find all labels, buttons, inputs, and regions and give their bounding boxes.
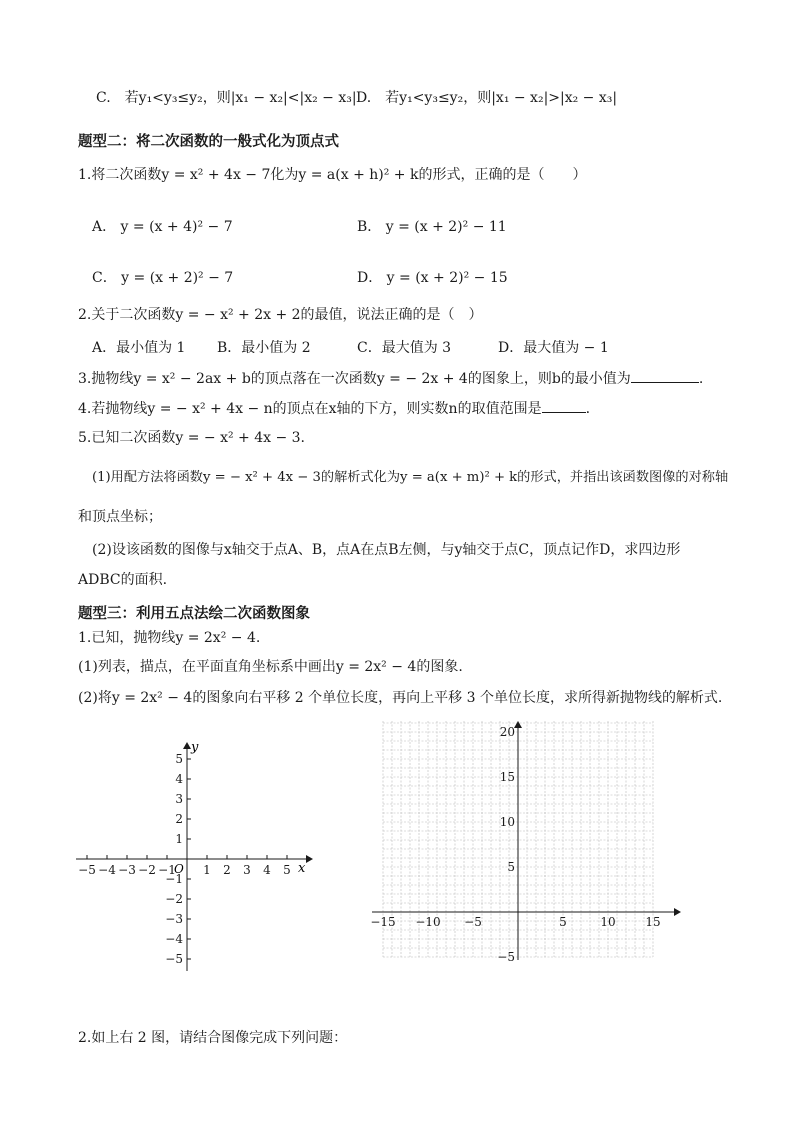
section3-heading: 题型三：利用五点法绘二次函数图象 xyxy=(78,606,310,622)
grid-coordinate-system xyxy=(368,720,688,970)
q4-end: . xyxy=(585,401,591,417)
x-tick-label: 3 xyxy=(243,863,251,877)
q4-answer-blank[interactable] xyxy=(542,398,586,413)
coordinate-axes-small xyxy=(72,735,332,975)
q5-part1-line2: 和顶点坐标； xyxy=(78,509,162,525)
x-tick-label: 2 xyxy=(223,863,231,877)
origin-label: O xyxy=(174,862,184,876)
q1-option-b: B． y = (x + 2)² − 11 xyxy=(357,219,507,235)
s3-q1-part2: (2)将y = 2x² − 4的图象向右平移 2 个单位长度，再向上平移 3 个单位长度，求所得新抛物线的解析式. xyxy=(78,690,723,706)
q4 xyxy=(78,398,590,419)
y-tick-label: 1 xyxy=(175,832,183,846)
y-tick-label: 2 xyxy=(175,812,183,826)
x-tick-label: 4 xyxy=(263,863,271,877)
y-tick-label: −3 xyxy=(165,912,183,926)
q2-option-a: A．最小值为 1 xyxy=(92,340,186,356)
x-tick-label: −4 xyxy=(98,863,116,877)
grid-x-tick-label: −5 xyxy=(464,915,482,929)
x-tick-label: −5 xyxy=(78,863,96,877)
y-tick-label: −4 xyxy=(165,932,183,946)
q2-option-b: B．最小值为 2 xyxy=(217,340,311,356)
x-tick-label: −3 xyxy=(118,863,136,877)
y-tick-label: 4 xyxy=(175,772,183,786)
s3-q1-part1: (1)列表，描点，在平面直角坐标系中画出y = 2x² − 4的图象. xyxy=(78,659,463,675)
y-tick-label: −2 xyxy=(165,892,183,906)
x-tick-label: −2 xyxy=(138,863,156,877)
q3-answer-blank[interactable] xyxy=(631,368,699,383)
y-axis-label: y xyxy=(191,740,199,755)
grid-y-tick-label: 10 xyxy=(499,815,515,829)
q1-option-d: D． y = (x + 2)² − 15 xyxy=(357,270,508,286)
x-tick-label: 5 xyxy=(283,863,291,877)
option-d-top: D. 若y₁<y₃≤y₂，则|x₁ − x₂|>|x₂ − x₃| xyxy=(356,90,618,106)
q2-stem: 2.关于二次函数y = − x² + 2x + 2的最值，说法正确的是（ ） xyxy=(78,307,483,323)
q4-text: 4.若抛物线y = − x² + 4x − n的顶点在x轴的下方，则实数n的取值范围是 xyxy=(78,401,542,417)
grid-x-tick-label: 5 xyxy=(559,915,567,929)
q2-option-d: D．最大值为 − 1 xyxy=(498,340,609,356)
x-axis-label: x xyxy=(298,861,306,876)
q5-part1-line1: (1)用配方法将函数y = − x² + 4x − 3的解析式化为y = a(x + m)² + k的形式，并指出该函数图像的对称轴 xyxy=(92,470,729,485)
grid-x-tick-label: −10 xyxy=(415,915,441,929)
grid-y-tick-label: −5 xyxy=(497,950,515,964)
grid-y-tick-label: 15 xyxy=(499,770,515,784)
q3-text: 3.抛物线y = x² − 2ax + b的顶点落在一次函数y = − 2x + 4的图象上，则b的最小值为 xyxy=(78,371,631,387)
y-tick-label: 5 xyxy=(175,752,183,766)
q1-option-a: A． y = (x + 4)² − 7 xyxy=(92,219,233,235)
option-c-top: C. 若y₁<y₃≤y₂，则|x₁ − x₂|<|x₂ − x₃| xyxy=(96,90,357,106)
y-tick-label: −1 xyxy=(165,872,183,886)
q1-option-c: C． y = (x + 2)² − 7 xyxy=(92,270,234,286)
s3-q2-stem: 2.如上右 2 图，请结合图像完成下列问题： xyxy=(78,1030,348,1046)
grid-x-tick-label: 15 xyxy=(645,915,661,929)
grid-y-tick-label: 5 xyxy=(507,860,515,874)
x-tick-label: 1 xyxy=(203,863,211,877)
q3 xyxy=(78,368,703,389)
s3-q1-stem: 1.已知，抛物线y = 2x² − 4. xyxy=(78,630,261,646)
q1-stem: 1.将二次函数y = x² + 4x − 7化为y = a(x + h)² + k的形式，正确的是（ ） xyxy=(78,167,587,183)
q5-stem: 5.已知二次函数y = − x² + 4x − 3. xyxy=(78,430,306,446)
q5-part2-line1: (2)设该函数的图像与x轴交于点A、B，点A在点B左侧，与y轴交于点C，顶点记作D，求四边形 xyxy=(92,542,681,558)
section2-heading: 题型二：将二次函数的一般式化为顶点式 xyxy=(78,134,339,150)
q5-part2-line2: ADBC的面积. xyxy=(78,572,168,588)
q3-end: . xyxy=(698,371,704,387)
y-tick-label: 3 xyxy=(175,792,183,806)
x-tick-label: −1 xyxy=(158,863,176,877)
y-tick-label: −5 xyxy=(165,952,183,966)
grid-x-tick-label: −15 xyxy=(370,915,396,929)
grid-x-tick-label: 10 xyxy=(600,915,616,929)
q2-option-c: C．最大值为 3 xyxy=(357,340,452,356)
grid-y-tick-label: 20 xyxy=(499,725,515,739)
